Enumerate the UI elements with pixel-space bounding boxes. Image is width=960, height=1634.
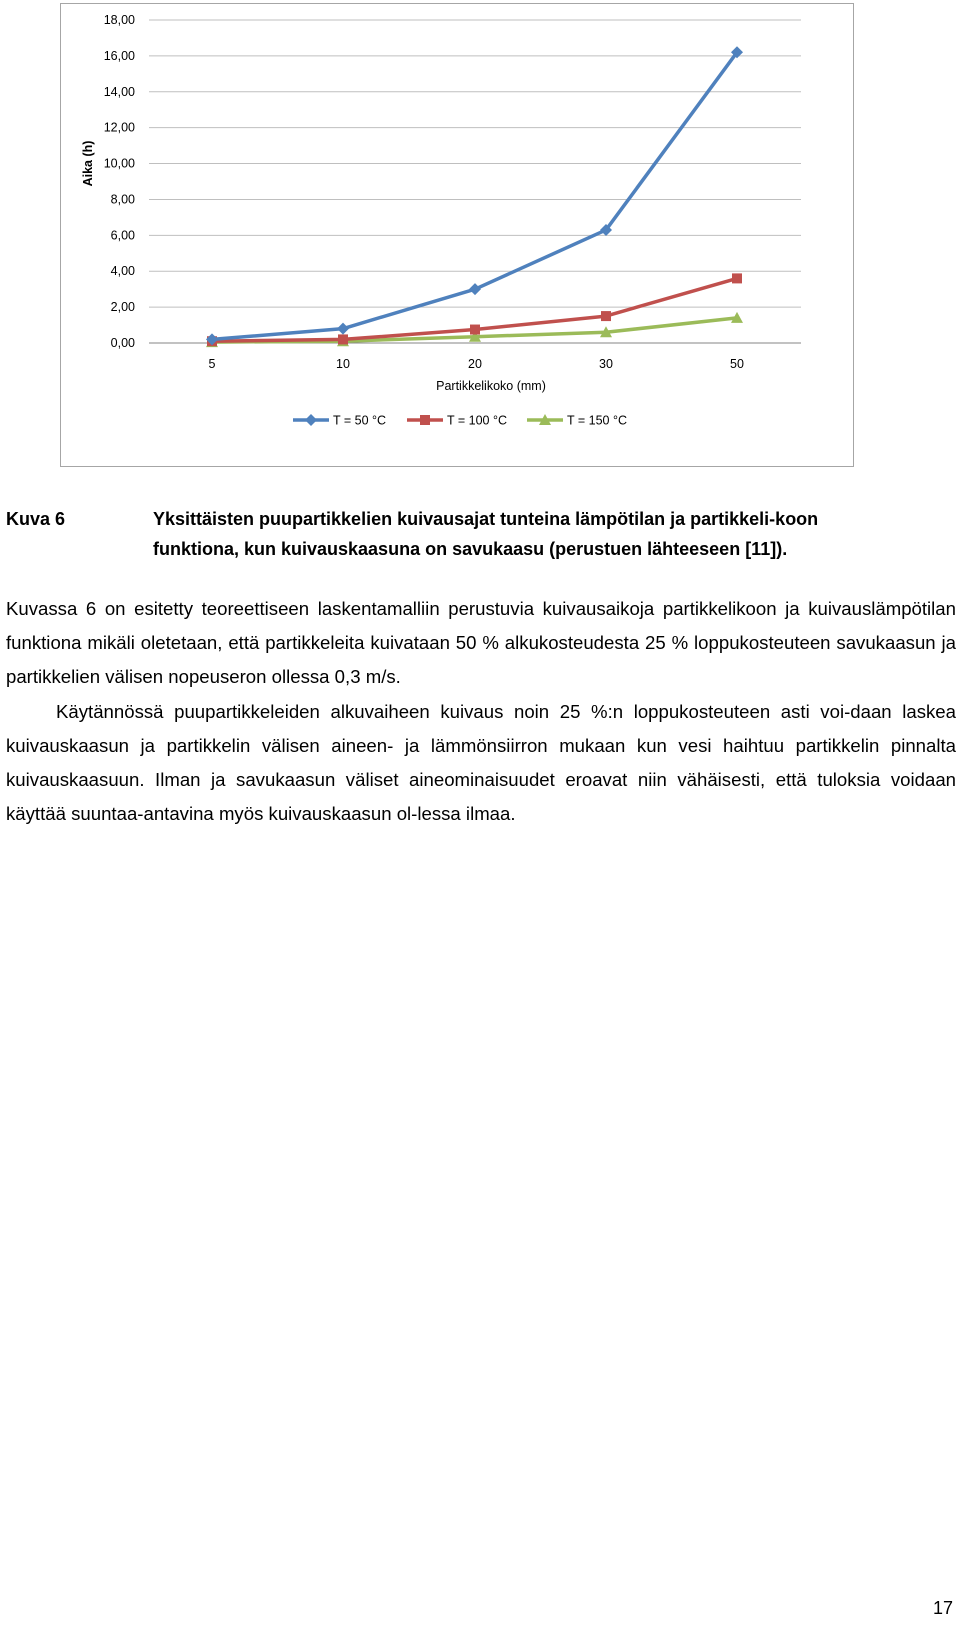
paragraph-2: Käytännössä puupartikkeleiden alkuvaiheen kuivaus noin 25 %:n loppukosteuteen asti voi-daan laskea kuivauskaasun ja partikkelin välisen aineen- ja lämmönsiirron mukaan kun vesi haihtuu partikkelin pinnalta kuivauskaasuun. Ilman ja savukaasun väliset aineominaisuudet eroavat niin vähäisesti, että tuloksia voidaan käyttää suuntaa-antavina myös kuivauskaasun ol-lessa ilmaa.: [6, 700, 956, 825]
y-tick-label: 4,00: [110, 264, 135, 279]
data-point: [470, 325, 480, 335]
figure-label: Kuva 6: [6, 509, 66, 529]
legend-entry: T = 150 °C: [567, 413, 628, 428]
y-axis-title: Aika (h): [81, 140, 95, 187]
figure-caption: Yksittäisten puupartikkelien kuivausajat tunteina lämpötilan ja partikkeli-koon funktiona, kun kuivauskaasuna on savukaasu (perustuen lähteeseen [11]).: [153, 509, 819, 559]
chart-frame: [60, 3, 854, 467]
data-point: [469, 283, 481, 295]
x-tick-label: 10: [336, 357, 350, 371]
data-point: [601, 311, 611, 321]
legend-marker: [420, 415, 430, 425]
body-text: [6, 592, 956, 831]
x-tick-label: 30: [599, 357, 613, 371]
series-line: [212, 52, 737, 339]
y-tick-label: 0,00: [110, 336, 135, 350]
x-tick-label: 5: [208, 357, 216, 371]
y-tick-label: 2,00: [110, 300, 135, 315]
data-point: [338, 334, 348, 344]
x-tick-label: 50: [730, 357, 744, 371]
legend-marker: [305, 414, 317, 426]
x-axis-title: Partikkelikoko (mm): [436, 379, 546, 393]
data-point: [732, 273, 742, 283]
legend-entry: T = 100 °C: [447, 413, 508, 428]
legend-entry: T = 50 °C: [333, 413, 387, 428]
y-tick-label: 16,00: [103, 48, 135, 63]
y-tick-label: 18,00: [103, 13, 135, 27]
page-number: 17: [932, 1598, 953, 1618]
data-point: [337, 323, 349, 335]
y-tick-label: 6,00: [110, 228, 135, 243]
x-tick-label: 20: [468, 357, 482, 371]
line-chart: [61, 4, 855, 468]
y-tick-label: 12,00: [103, 120, 135, 135]
y-tick-label: 8,00: [110, 192, 135, 207]
paragraph-1: Kuvassa 6 on esitetty teoreettiseen laskentamalliin perustuvia kuivausaikoja partikkelikoon ja kuivauslämpötilan funktiona mikäli oletetaan, että partikkeleita kuivataan 50 % alkukosteudesta 25 % loppukosteuteen savukaasun ja partikkelien välisen nopeuseron ollessa 0,3 m/s.: [6, 598, 956, 688]
y-tick-label: 10,00: [103, 156, 135, 171]
y-tick-label: 14,00: [103, 84, 135, 99]
